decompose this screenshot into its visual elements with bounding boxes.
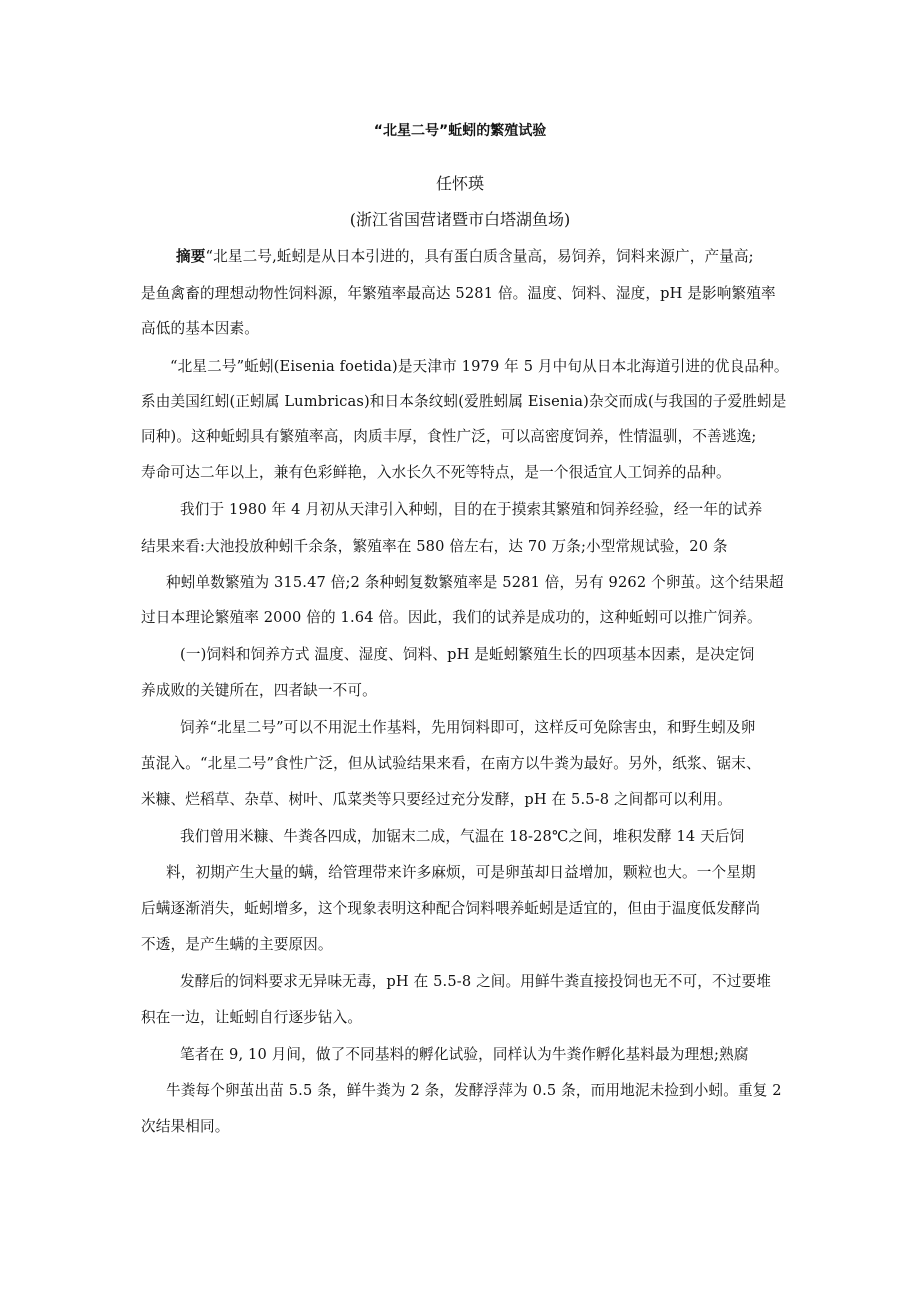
- paragraph-line: 系由美国红蚓(正蚓属 Lumbricas)和日本条纹蚓(爱胜蚓属 Eisenia)杂交而成(与我国的子爱胜蚓是: [141, 393, 787, 410]
- paragraph-line: 我们于 1980 年 4 月初从天津引入种蚓，目的在于摸索其繁殖和饲养经验，经一年的试养: [180, 501, 763, 518]
- paragraph-line: 寿命可达二年以上，兼有色彩鲜艳，入水长久不死等特点，是一个很适宜人工饲养的品种。: [141, 464, 731, 481]
- abstract-line: 是鱼禽畜的理想动物性饲料源，年繁殖率最高达 5281 倍。温度、饲料、湿度，pH 是影响繁殖率: [141, 285, 776, 302]
- paragraph-line: 结果来看:大池投放种蚓千余条，繁殖率在 580 倍左右，达 70 万条;小型常规试验，20 条: [141, 538, 728, 555]
- paragraph-line: 次结果相同。: [141, 1118, 230, 1135]
- paragraph-line: 茧混入。“北星二号”食性广泛，但从试验结果来看，在南方以牛粪为最好。另外，纸浆、锯末、: [141, 755, 761, 772]
- paragraph-line: 笔者在 9, 10 月间，做了不同基料的孵化试验，同样认为牛粪作孵化基料最为理想;熟腐: [180, 1046, 749, 1063]
- abstract-line: 高低的基本因素。: [141, 320, 259, 337]
- abstract-line: [176, 247, 754, 267]
- paragraph-line: 养成败的关键所在，四者缺一不可。: [141, 682, 377, 699]
- paragraph-line: 牛粪每个卵茧出苗 5.5 条，鲜牛粪为 2 条，发酵浮萍为 0.5 条，而用地泥未捡到小蚓。重复 2: [166, 1082, 782, 1099]
- paragraph-line: 积在一边，让蚯蚓自行逐步钻入。: [141, 1009, 363, 1026]
- paragraph-line: 我们曾用米糠、牛粪各四成，加锯末二成，气温在 18-28℃之间，堆积发酵 14 天后饲: [180, 828, 745, 845]
- paragraph-line: 种蚓单数繁殖为 315.47 倍;2 条种蚓复数繁殖率是 5281 倍，另有 9262 个卵茧。这个结果超: [166, 574, 784, 591]
- abstract-label: 摘要: [176, 248, 206, 265]
- paragraph-line: 料，初期产生大量的螨，给管理带来许多麻烦，可是卵茧却日益增加，颗粒也大。一个星期: [166, 864, 756, 881]
- abstract-text: “北星二号,蚯蚓是从日本引进的，具有蛋白质含量高，易饲养，饲料来源广，产量高;: [205, 248, 754, 265]
- paragraph-line: 饲养“北星二号”可以不用泥土作基料，先用饲料即可，这样反可免除害虫，和野生蚓及卵: [180, 719, 756, 736]
- paragraph-line: (一)饲料和饲养方式 温度、湿度、饲料、pH 是蚯蚓繁殖生长的四项基本因素，是决定饲: [180, 646, 755, 663]
- paragraph-line: 米糠、烂稻草、杂草、树叶、瓜菜类等只要经过充分发酵，pH 在 5.5-8 之间都可以利用。: [141, 791, 732, 808]
- paragraph-line: 同种)。这种蚯蚓具有繁殖率高，肉质丰厚，食性广泛，可以高密度饲养，性情温驯，不善逃逸;: [141, 428, 757, 445]
- paragraph-line: “北星二号”蚯蚓(Eisenia foetida)是天津市 1979 年 5 月中旬从日本北海道引进的优良品种。: [170, 358, 789, 375]
- paragraph-line: 发酵后的饲料要求无异味无毒，pH 在 5.5-8 之间。用鲜牛粪直接投饲也无不可，不过要堆: [180, 973, 771, 990]
- paragraph-line: 过日本理论繁殖率 2000 倍的 1.64 倍。因此，我们的试养是成功的，这种蚯蚓可以推广饲养。: [141, 609, 762, 626]
- article-title: “北星二号”蚯蚓的繁殖试验: [373, 123, 547, 139]
- author-affiliation: (浙江省国营诸暨市白塔湖鱼场): [349, 210, 571, 229]
- author-name: 任怀瑛: [435, 174, 484, 193]
- paragraph-line: 不透，是产生螨的主要原因。: [141, 936, 333, 953]
- paragraph-line: 后螨逐渐消失，蚯蚓增多，这个现象表明这种配合饲料喂养蚯蚓是适宜的，但由于温度低发酵尚: [141, 900, 761, 917]
